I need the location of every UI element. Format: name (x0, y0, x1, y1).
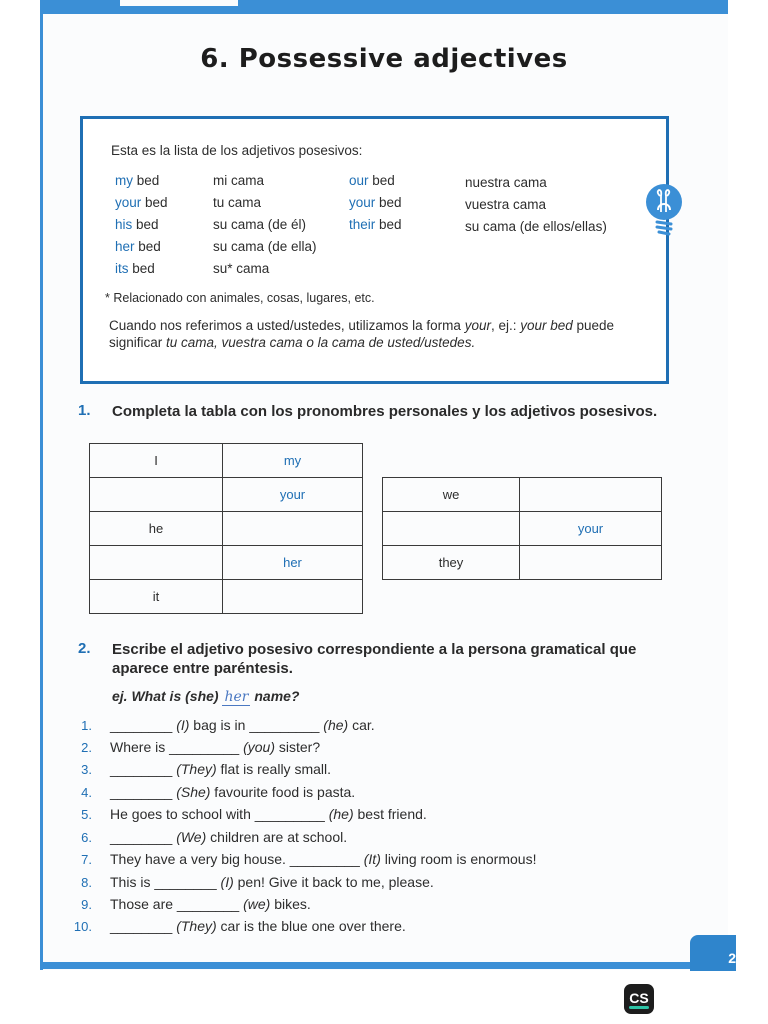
sentence-number: 9. (81, 897, 92, 912)
info-intro: Esta es la lista de los adjetivos posesivos: (111, 143, 363, 158)
sentence-text: This is ________ (110, 874, 221, 890)
right-trans-1: nuestra cama (465, 175, 547, 190)
left-trans-5: su* cama (213, 261, 270, 276)
sentence-hint: (They) (176, 761, 217, 777)
pronoun-cell[interactable] (383, 512, 520, 546)
sentence-text: ________ (110, 761, 177, 777)
sentence-text: car. (348, 717, 375, 733)
poss-word: her (115, 239, 135, 254)
table-row (383, 512, 662, 546)
pronoun-cell: they (383, 546, 520, 580)
sentence-text: children are at school. (206, 829, 348, 845)
usted-text: Cuando nos referimos a usted/ustedes, utilizamos la forma (109, 318, 465, 333)
exercise-2-number: 2. (78, 640, 91, 657)
left-adj-row-5 (115, 261, 155, 276)
noun-word: bed (128, 261, 155, 276)
sentence-number: 7. (81, 852, 92, 867)
right-trans-3: su cama (de ellos/ellas) (465, 219, 607, 234)
usted-text: , ej.: (490, 318, 521, 333)
logo-bar (629, 1006, 649, 1009)
example-text: ej. What is (she) (112, 688, 223, 704)
sentence-text: living room is enormous! (380, 851, 537, 867)
usted-explanation (109, 317, 649, 351)
table-row (383, 478, 662, 512)
exercise-2-example (112, 688, 299, 705)
info-footnote: * Relacionado con animales, cosas, lugares, etc. (105, 291, 375, 305)
possessive-cell[interactable] (223, 512, 363, 546)
sentence-number: 2. (81, 740, 92, 755)
pronoun-cell: we (383, 478, 520, 512)
sentence-number: 1. (81, 718, 92, 733)
page-number-tab (690, 935, 736, 971)
sentence-text: car is the blue one over there. (216, 918, 406, 934)
possessive-cell: her (223, 546, 363, 580)
sentence-hint: (It) (363, 851, 381, 867)
sentence-text: ________ (110, 784, 177, 800)
lightbulb-icon (644, 182, 684, 240)
sentence-text: best friend. (353, 806, 427, 822)
sentence-line[interactable] (110, 874, 434, 890)
poss-word: its (115, 261, 129, 276)
left-adj-row-4 (115, 239, 161, 254)
sentence-line[interactable] (110, 851, 536, 867)
table-row (90, 478, 363, 512)
sentence-text: flat is really small. (216, 761, 331, 777)
left-adj-row-1 (115, 173, 159, 188)
sentence-number: 3. (81, 762, 92, 777)
sentence-line[interactable] (110, 806, 427, 822)
possessive-cell: your (223, 478, 363, 512)
noun-word: bed (134, 239, 161, 254)
pronoun-cell[interactable] (90, 478, 223, 512)
logo-text: CS (629, 990, 649, 1006)
sentence-text: favourite food is pasta. (210, 784, 356, 800)
sentence-text: ________ (110, 918, 177, 934)
noun-word: bed (375, 195, 402, 210)
pronoun-table-right (382, 477, 662, 580)
sentence-hint: (you) (243, 739, 275, 755)
pronoun-table-left (89, 443, 363, 614)
sentence-text: pen! Give it back to me, please. (233, 874, 434, 890)
example-answer: her (224, 689, 249, 705)
sentence-text: Those are ________ (110, 896, 244, 912)
left-adj-row-2 (115, 195, 168, 210)
left-trans-2: tu cama (213, 195, 262, 210)
sentence-number: 6. (81, 830, 92, 845)
sentence-line[interactable] (110, 717, 375, 733)
sentence-text: He goes to school with _________ (110, 806, 329, 822)
left-trans-1: mi cama (213, 173, 265, 188)
sentence-hint: (I) (220, 874, 234, 890)
page-bottom-bar (40, 962, 712, 969)
sentence-number: 4. (81, 785, 92, 800)
table-row (90, 444, 363, 478)
noun-word: bed (132, 217, 159, 232)
sentence-hint: (We) (176, 829, 207, 845)
example-text: name? (250, 688, 300, 704)
pronoun-cell: he (90, 512, 223, 546)
sentence-text: sister? (275, 739, 321, 755)
sentence-text: ________ (110, 717, 177, 733)
sentence-hint: (we) (243, 896, 271, 912)
left-adj-row-3 (115, 217, 159, 232)
poss-word: his (115, 217, 133, 232)
sentence-line[interactable] (110, 761, 331, 777)
table-row (90, 546, 363, 580)
possessive-cell[interactable] (520, 478, 662, 512)
right-adj-row-2 (349, 195, 402, 210)
poss-word: your (349, 195, 376, 210)
camscanner-logo (624, 984, 654, 1014)
noun-word: bed (133, 173, 160, 188)
sentence-line[interactable] (110, 918, 406, 934)
page-top-notch (120, 0, 238, 6)
table-row (383, 546, 662, 580)
possessive-info-box (80, 116, 669, 384)
sentence-line[interactable] (110, 896, 311, 912)
pronoun-cell: I (90, 444, 223, 478)
sentence-number: 10. (73, 919, 92, 934)
sentence-line[interactable] (110, 739, 320, 755)
possessive-cell: your (520, 512, 662, 546)
sentence-hint: (I) (176, 717, 190, 733)
poss-word: their (349, 217, 376, 232)
sentence-number: 5. (81, 807, 92, 822)
sentence-text: ________ (110, 829, 177, 845)
noun-word: bed (141, 195, 168, 210)
possessive-cell[interactable] (520, 546, 662, 580)
sentence-text: bag is in _________ (189, 717, 324, 733)
exercise-2-instruction: Escribe el adjetivo posesivo correspondiente a la persona gramatical que aparece entre paréntesis. (112, 641, 637, 677)
possessive-cell: my (223, 444, 363, 478)
sentence-hint: (he) (328, 806, 354, 822)
left-trans-4: su cama (de ella) (213, 239, 317, 254)
usted-text: tu cama, vuestra cama o la cama de usted/ustedes. (166, 335, 476, 350)
sentence-text: Where is _________ (110, 739, 244, 755)
table-row (90, 580, 363, 614)
page-title: 6. Possessive adjectives (200, 44, 568, 74)
exercise-1-instruction: Completa la tabla con los pronombres personales y los adjetivos posesivos. (112, 403, 658, 420)
pronoun-cell: it (90, 580, 223, 614)
left-trans-3: su cama (de él) (213, 217, 307, 232)
poss-word: my (115, 173, 133, 188)
exercise-1-number: 1. (78, 402, 91, 419)
poss-word: our (349, 173, 369, 188)
sentence-text: bikes. (270, 896, 311, 912)
right-trans-2: vuestra cama (465, 197, 547, 212)
usted-text: puede significar (109, 318, 615, 350)
sentence-text: They have a very big house. _________ (110, 851, 364, 867)
usted-text: your bed (520, 318, 573, 333)
poss-word: your (115, 195, 142, 210)
sentence-hint: (he) (323, 717, 349, 733)
pronoun-cell[interactable] (90, 546, 223, 580)
sentence-number: 8. (81, 875, 92, 890)
usted-text: your (464, 318, 491, 333)
right-adj-row-1 (349, 173, 395, 188)
table-row (90, 512, 363, 546)
possessive-cell[interactable] (223, 580, 363, 614)
page-number: 2 (728, 950, 736, 966)
sentence-hint: (They) (176, 918, 217, 934)
sentence-line[interactable] (110, 784, 355, 800)
sentence-hint: (She) (176, 784, 211, 800)
noun-word: bed (368, 173, 395, 188)
noun-word: bed (375, 217, 402, 232)
right-adj-row-3 (349, 217, 402, 232)
sentence-line[interactable] (110, 829, 347, 845)
